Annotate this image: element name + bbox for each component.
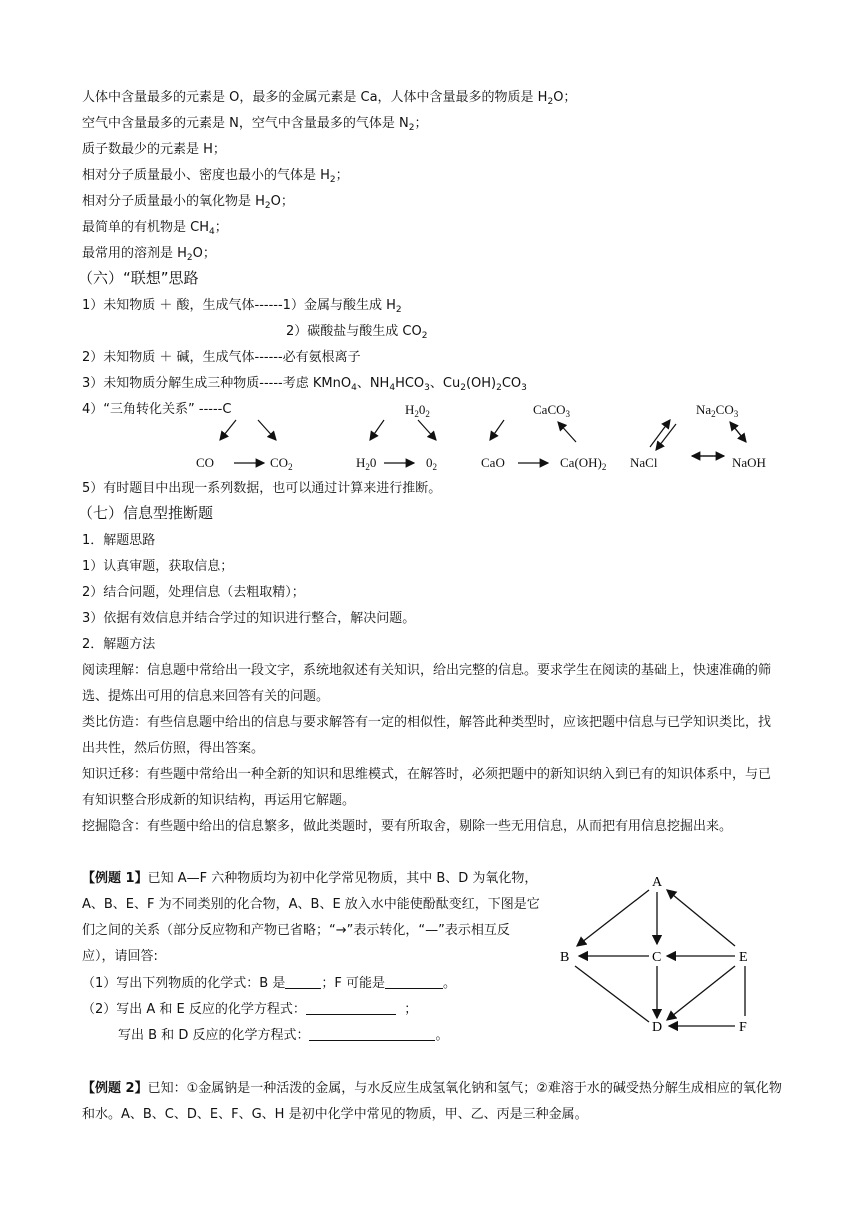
fact-line: 质子数最少的元素是 H； [82, 142, 226, 157]
arrow-caco3-cao [490, 420, 504, 440]
answer-blank-f[interactable] [385, 976, 443, 989]
node-c: C [652, 950, 662, 965]
section7-title: （七）信息型推断题 [78, 504, 214, 522]
arrow-caoh2-caco3 [558, 422, 576, 442]
answer-blank-ae[interactable] [306, 1002, 396, 1015]
example1-q3: 写出 B 和 D 反应的化学方程式： 。 [118, 1028, 449, 1043]
example1-diagram [555, 870, 765, 1050]
example1-q2: （2）写出 A 和 E 反应的化学方程式： ； [82, 1002, 418, 1017]
edge-a-b [577, 890, 649, 946]
label-co2: $CO_2$ [270, 455, 293, 472]
label-o2: $0_2$ [426, 455, 437, 472]
section6-item3: 3）未知物质分解生成三种物质-----考虑 KMnO$_4$、$NH_4HCO_3$、$Cu_2(OH)_2CO_3$ [82, 376, 527, 393]
triangle-arrows [0, 412, 860, 482]
node-d: D [652, 1020, 663, 1035]
section6-title: （六）“联想”思路 [78, 269, 199, 287]
method-reading: 阅读理解：信息题中常给出一段文字，系统地叙述有关知识，给出完整的信息。要求学生在阅读的基础上，快速准确的筛选、提炼出可用的信息来回答有关的问题。 [82, 663, 772, 704]
label-co: CO [196, 455, 215, 470]
label-h2o: $H_20$ [356, 455, 377, 472]
section7-s1: 1．解题思路 [82, 533, 156, 548]
label-caco3: CaCO$_3$ [533, 402, 570, 419]
label-naoh: NaOH [732, 455, 766, 470]
edge-e-a [667, 890, 735, 946]
arrow-h2o2-o2 [418, 420, 436, 440]
arrow-h2o2-h2o [370, 420, 384, 440]
section6-item1b: 2）碳酸盐与酸生成 $CO_2$ [286, 324, 428, 341]
answer-blank-bd[interactable] [309, 1028, 435, 1041]
arrow-na2co3-naoh-b [730, 422, 746, 442]
fact-line: 最常用的溶剂是 $H_2O$； [82, 246, 216, 263]
fact-line: 空气中含量最多的元素是 N，空气中含量最多的气体是 $N_2$； [82, 116, 428, 133]
label-cao: CaO [481, 455, 505, 470]
label-h2o2: $H_20_2$ [405, 402, 430, 419]
section7-s1c: 3）依据有效信息并结合学过的知识进行整合，解决问题。 [82, 611, 416, 626]
label-caoh2: $Ca(OH)_2$ [560, 455, 607, 472]
label-na2co3: $Na_2CO_3$ [696, 402, 739, 419]
node-f: F [739, 1020, 747, 1035]
node-b: B [560, 950, 570, 965]
arrow-nacl-na2co3-b [656, 424, 676, 450]
section7-s1b: 2）结合问题，处理信息（去粗取精）； [82, 585, 305, 600]
method-transfer: 知识迁移：有些题中常给出一种全新的知识和思维模式，在解答时，必须把题中的新知识纳入到已有的知识体系中，与已有知识整合形成新的知识结构，再运用它解题。 [82, 767, 772, 808]
section6-item1a: 1）未知物质 ＋ 酸，生成气体------1）金属与酸生成 $H_2$ [82, 298, 402, 315]
method-analogy: 类比仿造：有些信息题中给出的信息与要求解答有一定的相似性，解答此种类型时，应该把题中信息与已学知识类比，找出共性，然后仿照，得出答案。 [82, 715, 772, 756]
section7-s1a: 1）认真审题，获取信息； [82, 559, 234, 574]
section7-s2: 2．解题方法 [82, 637, 156, 652]
section6-item2: 2）未知物质 ＋ 碱，生成气体------必有氨根离子 [82, 350, 361, 365]
example1-q1: （1）写出下列物质的化学式：B 是 ；F 可能是 。 [82, 976, 456, 991]
section6-item4: 4）“三角转化关系” -----C [82, 402, 232, 417]
fact-line: 人体中含量最多的元素是 O，最多的金属元素是 Ca，人体中含量最多的物质是 $H_2O$； [82, 90, 577, 107]
example2-text: 【例题 2】已知：①金属钠是一种活泼的金属，与水反应生成氢氧化钠和氢气；②难溶于水的碱受热分解生成相应的氧化物和水。A、B、C、D、E、F、G、H 是初中化学中常见的物质，甲、乙、丙是三种金属。 [82, 1081, 782, 1122]
fact-line: 相对分子质量最小的氧化物是 $H_2O$； [82, 194, 294, 211]
label-nacl: NaCl [630, 455, 658, 470]
edge-e-d [667, 966, 735, 1020]
node-e: E [739, 950, 748, 965]
arrow-c-co2 [258, 420, 276, 440]
arrow-c-co [220, 420, 236, 440]
example1-text: 【例题 1】已知 A—F 六种物质均为初中化学常见物质，其中 B、D 为氧化物，A、B、E、F 为不同类别的化合物，A、B、E 放入水中能使酚酞变红，下图是它们之间的关系（部分反应物和产物已省略；“→”表示转化，“—”表示相互反应），请回答: [82, 871, 540, 964]
method-hidden: 挖掘隐含：有些题中给出的信息繁多，做此类题时，要有所取舍，剔除一些无用信息，从而把有用信息挖掘出来。 [82, 819, 733, 834]
edge-b-d [575, 966, 649, 1022]
fact-line: 相对分子质量最小、密度也最小的气体是 $H_2$； [82, 168, 349, 185]
node-a: A [652, 875, 663, 890]
section6-item5: 5）有时题目中出现一系列数据，也可以通过计算来进行推断。 [82, 481, 442, 496]
arrow-nacl-na2co3-a [650, 420, 670, 447]
fact-line: 最简单的有机物是 $CH_4$； [82, 220, 228, 237]
answer-blank-b[interactable] [285, 976, 321, 989]
